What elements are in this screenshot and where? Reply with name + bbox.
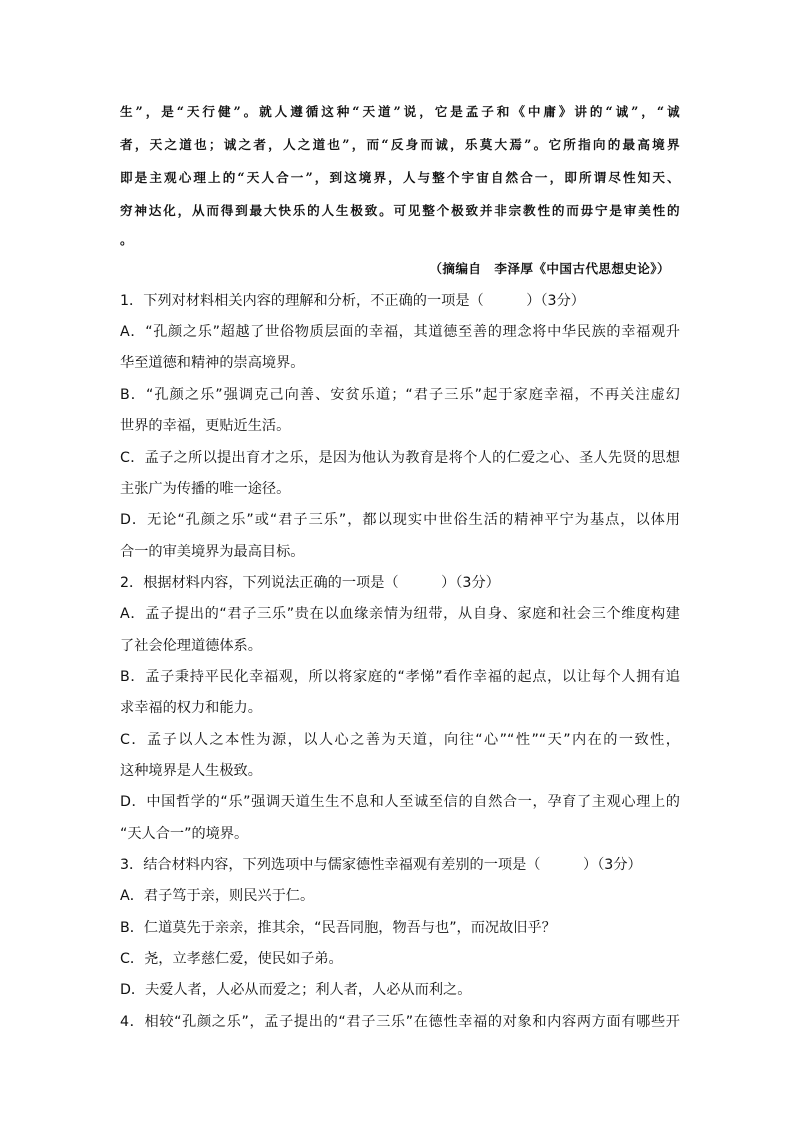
option-b: B．“孔颜之乐”强调克己向善、安贫乐道；“君子三乐”起于家庭幸福，不再关注虚幻 (120, 387, 680, 403)
option-c-continued: 这种境界是人生极致。 (120, 763, 262, 779)
option-b-continued: 世界的幸福，更贴近生活。 (120, 418, 291, 434)
option-c: C．尧，立孝慈仁爱，使民如子弟。 (120, 951, 343, 967)
question-stem: 3．结合材料内容，下列选项中与儒家德性幸福观有差别的一项是（ ）（3分） (120, 857, 642, 873)
question-stem: 1．下列对材料相关内容的理解和分析，不正确的一项是（ ）（3分） (120, 293, 585, 309)
option-d: D．无论“孔颜之乐”或“君子三乐”，都以现实中世俗生活的精神平宁为基点，以体用 (120, 512, 680, 528)
option-b-continued: 求幸福的权力和能力。 (120, 700, 262, 716)
option-c: C．孟子以人之本性为源，以人心之善为天道，向往“心”“性”“天”内在的一致性， (120, 732, 680, 748)
option-c: C．孟子之所以提出育才之乐，是因为他认为教育是将个人的仁爱之心、圣人先贤的思想 (120, 450, 680, 466)
option-d: D．中国哲学的“乐”强调天道生生不息和人至诚至信的自然合一，孕育了主观心理上的 (120, 794, 680, 810)
option-a: A．君子笃于亲，则民兴于仁。 (120, 888, 315, 904)
option-b: B．孟子秉持平民化幸福观，所以将家庭的“孝悌”看作幸福的起点，以让每个人拥有追 (120, 669, 680, 685)
option-a: A．孟子提出的“君子三乐”贵在以血缘亲情为纽带，从自身、家庭和社会三个维度构建 (120, 606, 680, 622)
passage-source: （摘编自 李泽厚《中国古代思想史论》） (429, 261, 670, 276)
option-a-continued: 了社会伦理道德体系。 (120, 638, 262, 654)
passage-line: 者，天之道也；诚之者，人之道也”，而“反身而诚，乐莫大焉”。它所指向的最高境界 (120, 137, 680, 152)
question-stem: 4．相较“孔颜之乐”，孟子提出的“君子三乐”在德性幸福的对象和内容两方面有哪些开 (120, 1014, 680, 1030)
passage-line: 穷神达化，从而得到最大快乐的人生极致。可见整个极致并非宗教性的而毋宁是审美性的 (120, 203, 680, 218)
option-a: A．“孔颜之乐”超越了世俗物质层面的幸福，其道德至善的理念将中华民族的幸福观升 (120, 324, 680, 340)
option-a-continued: 华至道德和精神的崇高境界。 (120, 355, 305, 371)
passage-line: 生”，是“天行健”。就人遵循这种“天道”说，它是孟子和《中庸》讲的“诚”，“诚 (120, 104, 680, 119)
option-d: D．夫爱人者，人必从而爱之；利人者，人必从而利之。 (120, 982, 472, 998)
option-c-continued: 主张广为传播的唯一途径。 (120, 481, 291, 497)
option-b: B．仁道莫先于亲亲，推其余，“民吾同胞，物吾与也”，而况故旧乎？ (120, 920, 556, 936)
question-stem: 2．根据材料内容，下列说法正确的一项是（ ）（3分） (120, 575, 500, 591)
passage-line: 。 (120, 232, 133, 247)
option-d-continued: “天人合一”的境界。 (120, 826, 249, 842)
passage-line: 即是主观心理上的“天人合一”，到这境界，人与整个宇宙自然合一，即所谓尽性知天、 (120, 170, 680, 185)
option-d-continued: 合一的审美境界为最高目标。 (120, 544, 305, 560)
